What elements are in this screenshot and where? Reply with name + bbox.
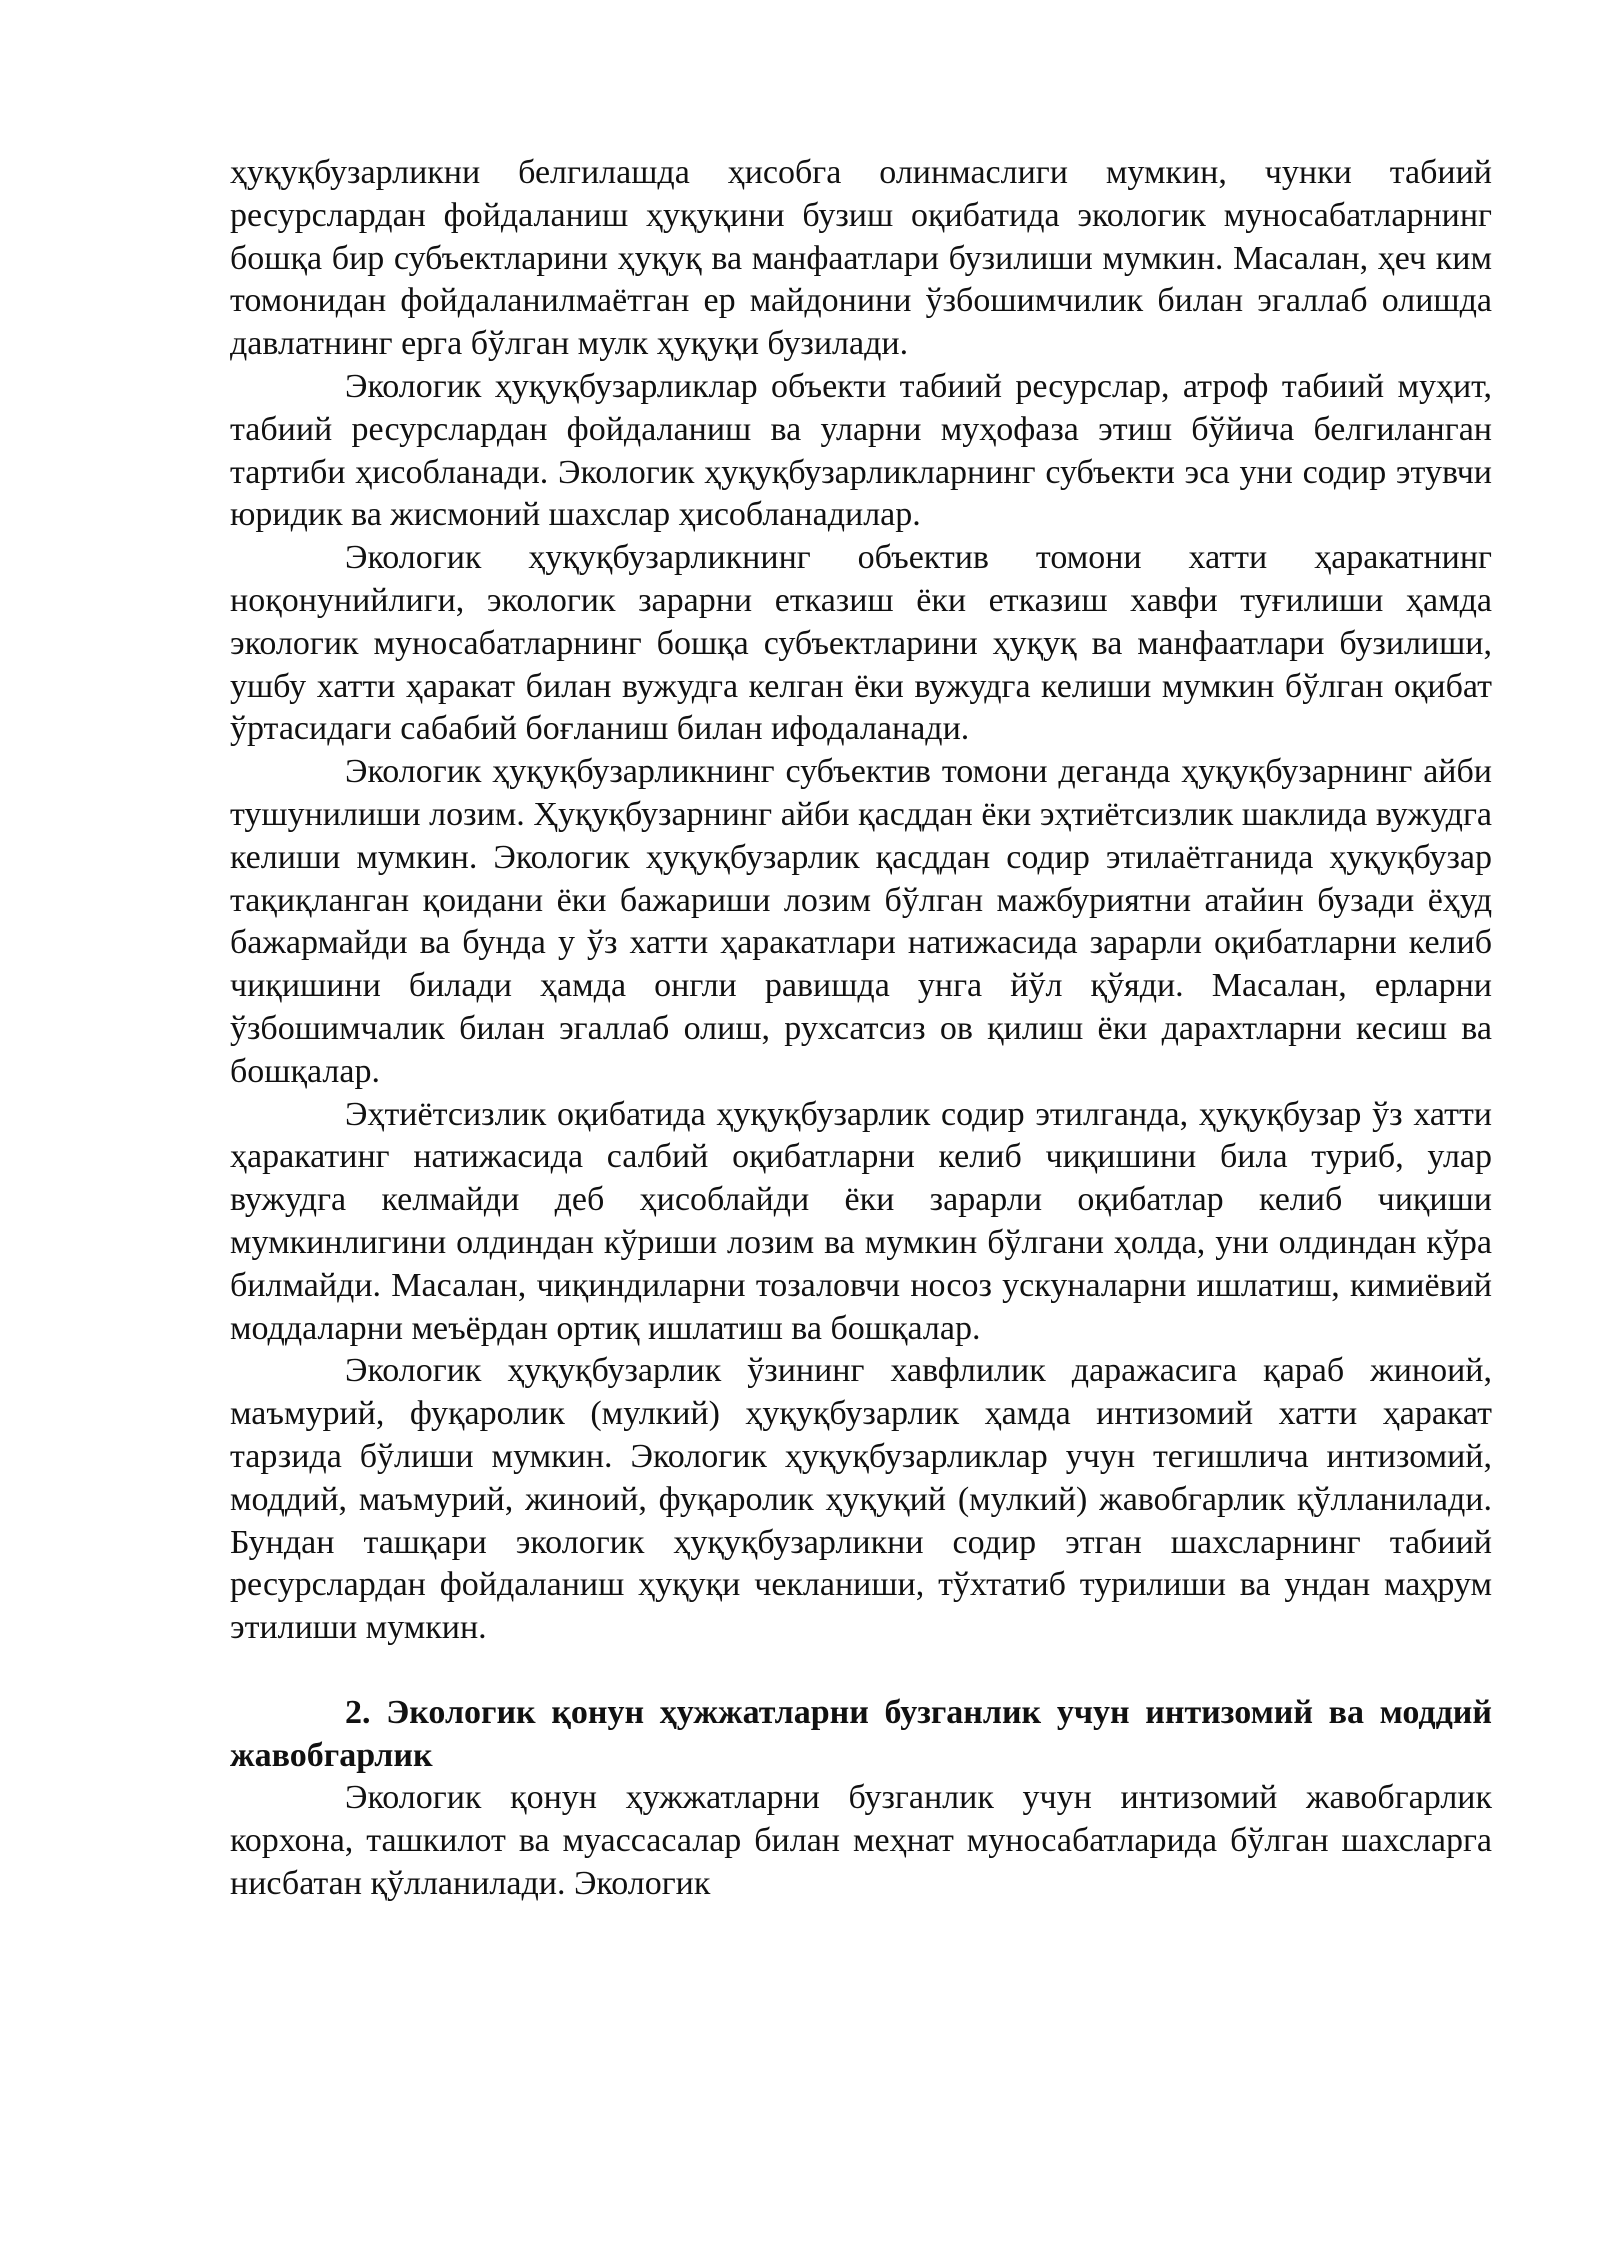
paragraph-6: Экологик ҳуқуқбузарлик ўзининг хавфлилик даражасига қараб жиноий, маъмурий, фуқаролик (мулкий) ҳуқуқбузарлик ҳамда интизомий хатти ҳаракат тарзида бўлиши мумкин. Экологик ҳуқуқбузарликлар учун тегишлича интизомий, моддий, маъмурий, жиноий, фуқаролик ҳуқуқий (мулкий) жавобгарлик қўлланилади. Бундан ташқари экологик ҳуқуқбузарликни содир этган шахсларнинг табиий ресурслардан фойдаланиш ҳуқуқи чекланиши, тўхтатиб турилиши ва ундан маҳрум этилиши мумкин. [230,1352,1492,1647]
paragraph-5: Эҳтиётсизлик оқибатида ҳуқуқбузарлик содир этилганда, ҳуқуқбузар ўз хатти ҳаракатинг натижасида салбий оқибатларни келиб чиқишини била туриб, улар вужудга келмайди деб ҳисоблайди ёки зарарли оқибатлар келиб чиқиши мумкинлигини олдиндан кўриши лозим ва мумкин бўлгани ҳолда, уни олдиндан кўра билмайди. Масалан, чиқиндиларни тозаловчи носоз ускуналарни ишлатиш, кимиёвий моддаларни меъёрдан ортиқ ишлатиш ва бошқалар. [230,1095,1492,1347]
paragraph-4: Экологик ҳуқуқбузарликнинг субъектив томони деганда ҳуқуқбузарнинг айби тушунилиши лозим. Ҳуқуқбузарнинг айби қасддан ёки эҳтиётсизлик шаклида вужудга келиши мумкин. Экологик ҳуқуқбузарлик қасддан содир этилаётганида ҳуқуқбузар тақиқланган қоидани ёки бажариши лозим бўлган мажбуриятни атайин бузади ёҳуд бажармайди ва бунда у ўз хатти ҳаракатлари натижасида зарарли оқибатларни келиб чиқишини билади ҳамда онгли равишда унга йўл қўяди. Масалан, ерларни ўзбошимчалик билан эгаллаб олиш, рухсатсиз ов қилиш ёки дарахтларни кесиш ва бошқалар. [230,753,1492,1090]
paragraph-1: ҳуқуқбузарликни белгилашда ҳисобга олинмаслиги мумкин, чунки табиий ресурслардан фойдаланиш ҳуқуқини бузиш оқибатида экологик муносабатларнинг бошқа бир субъектларини ҳуқуқ ва манфаатлари бузилиши мумкин. Масалан, ҳеч ким томонидан фойдаланилмаётган ер майдонини ўзбошимчилик билан эгаллаб олишда давлатнинг ерга бўлган мулк ҳуқуқи бузилади. [230,154,1492,363]
section-heading: 2. Экологик қонун ҳужжатларни бузганлик учун интизомий ва моддий жавобгарлик [230,1693,1492,1774]
paragraph-7: Экологик қонун ҳужжатларни бузганлик учун интизомий жавобгарлик корхона, ташкилот ва муассасалар билан меҳнат муносабатларида бўлган шахсларга нисбатан қўлланилади. Экологик [230,1779,1492,1903]
paragraph-2: Экологик ҳуқуқбузарликлар объекти табиий ресурслар, атроф табиий муҳит, табиий ресурслардан фойдаланиш ва уларни муҳофаза этиш бўйича белгиланган тартиби ҳисобланади. Экологик ҳуқуқбузарликларнинг субъекти эса уни содир этувчи юридик ва жисмоний шахслар ҳисобланадилар. [230,367,1492,534]
paragraph-3: Экологик ҳуқуқбузарликнинг объектив томони хатти ҳаракатнинг ноқонунийлиги, экологик зарарни етказиш ёки етказиш хавфи туғилиши ҳамда экологик муносабатларнинг бошқа субъектларини ҳуқуқ ва манфаатлари бузилиши, ушбу хатти ҳаракат билан вужудга келган ёки вужудга келиши мумкин бўлган оқибат ўртасидаги сабабий боғланиш билан ифодаланади. [230,539,1492,748]
document-body [230,152,1492,1906]
